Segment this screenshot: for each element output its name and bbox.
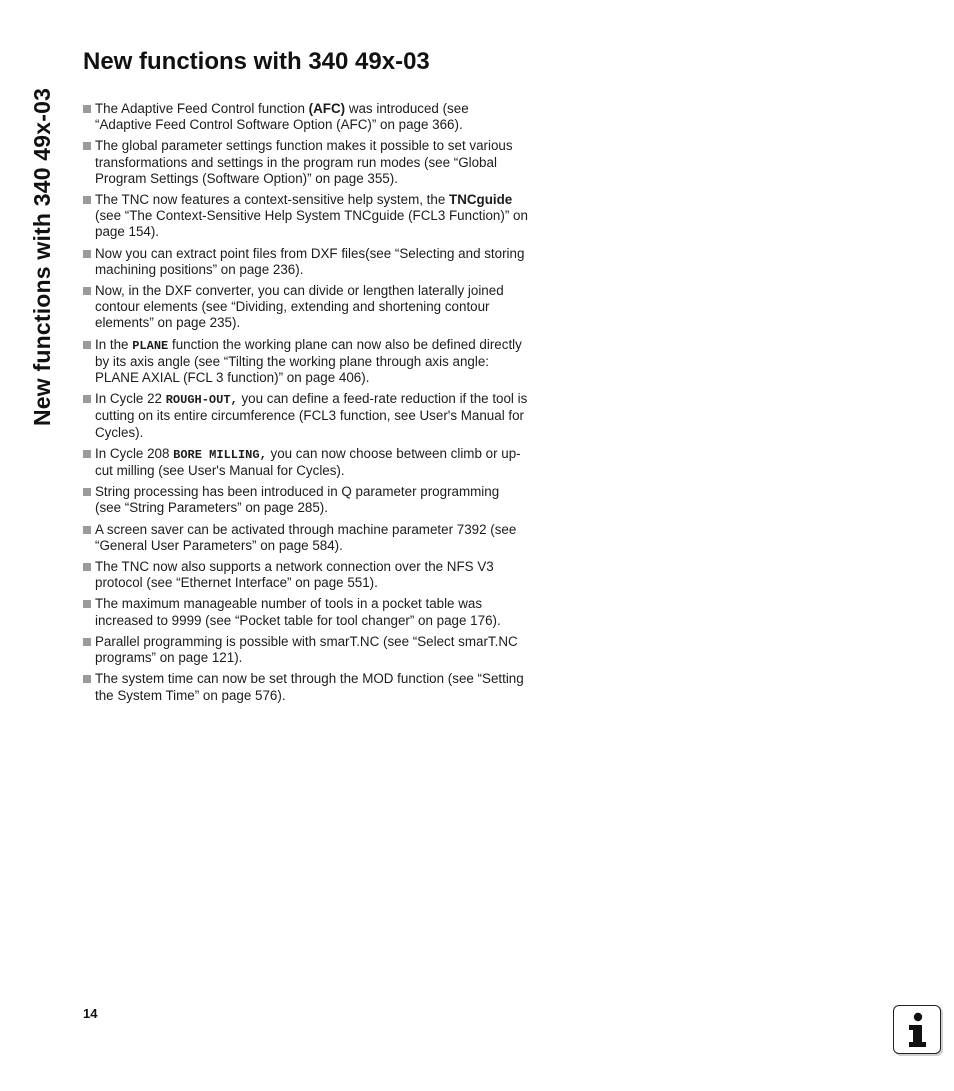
bullet-icon xyxy=(83,638,91,646)
list-item: The TNC now features a context-sensitive help system, the TNCguide (see “The Context-Sensitive Help System TNCguide (FCL3 Function)” on page 154). xyxy=(83,192,528,241)
page-title: New functions with 340 49x-03 xyxy=(83,48,430,75)
list-item: The maximum manageable number of tools in a pocket table was increased to 9999 (see “Pocket table for tool changer” on page 176). xyxy=(83,596,528,628)
feature-list xyxy=(83,101,528,709)
bullet-icon xyxy=(83,105,91,113)
bullet-icon xyxy=(83,196,91,204)
bullet-icon xyxy=(83,341,91,349)
list-item: A screen saver can be activated through machine parameter 7392 (see “General User Parameters” on page 584). xyxy=(83,522,528,554)
list-item: In Cycle 22 ROUGH-OUT, you can define a feed-rate reduction if the tool is cutting on its entire circumference (FCL3 function, see User's Manual for Cycles). xyxy=(83,391,528,441)
list-item: The global parameter settings function makes it possible to set various transformations and settings in the program run modes (see “Global Program Settings (Software Option)” on page 355). xyxy=(83,138,528,187)
side-chapter-title: New functions with 340 49x-03 xyxy=(29,87,55,426)
bullet-icon xyxy=(83,526,91,534)
list-item: The TNC now also supports a network connection over the NFS V3 protocol (see “Ethernet Interface” on page 551). xyxy=(83,559,528,591)
list-item: The Adaptive Feed Control function (AFC) was introduced (see “Adaptive Feed Control Software Option (AFC)” on page 366). xyxy=(83,101,528,133)
bullet-icon xyxy=(83,395,91,403)
list-item: String processing has been introduced in Q parameter programming (see “String Parameters” on page 285). xyxy=(83,484,528,516)
list-item: In the PLANE function the working plane can now also be defined directly by its axis angle (see “Tilting the working plane through axis angle: PLANE AXIAL (FCL 3 function)” on page 406). xyxy=(83,337,528,387)
bullet-icon xyxy=(83,287,91,295)
info-glyph xyxy=(894,1006,940,1052)
list-item: Parallel programming is possible with smarT.NC (see “Select smarT.NC programs” on page 121). xyxy=(83,634,528,666)
bullet-icon xyxy=(83,675,91,683)
bullet-icon xyxy=(83,600,91,608)
page-number: 14 xyxy=(83,1006,98,1021)
bullet-icon xyxy=(83,488,91,496)
bullet-icon xyxy=(83,563,91,571)
bullet-icon xyxy=(83,250,91,258)
list-item: Now, in the DXF converter, you can divide or lengthen laterally joined contour elements (see “Dividing, extending and shortening contour elements” on page 235). xyxy=(83,283,528,332)
info-i-icon xyxy=(893,1005,941,1054)
bullet-icon xyxy=(83,450,91,458)
list-item: Now you can extract point files from DXF files(see “Selecting and storing machining positions” on page 236). xyxy=(83,246,528,278)
list-item: In Cycle 208 BORE MILLING, you can now choose between climb or up-cut milling (see User's Manual for Cycles). xyxy=(83,446,528,479)
bullet-icon xyxy=(83,142,91,150)
list-item: The system time can now be set through the MOD function (see “Setting the System Time” on page 576). xyxy=(83,671,528,703)
